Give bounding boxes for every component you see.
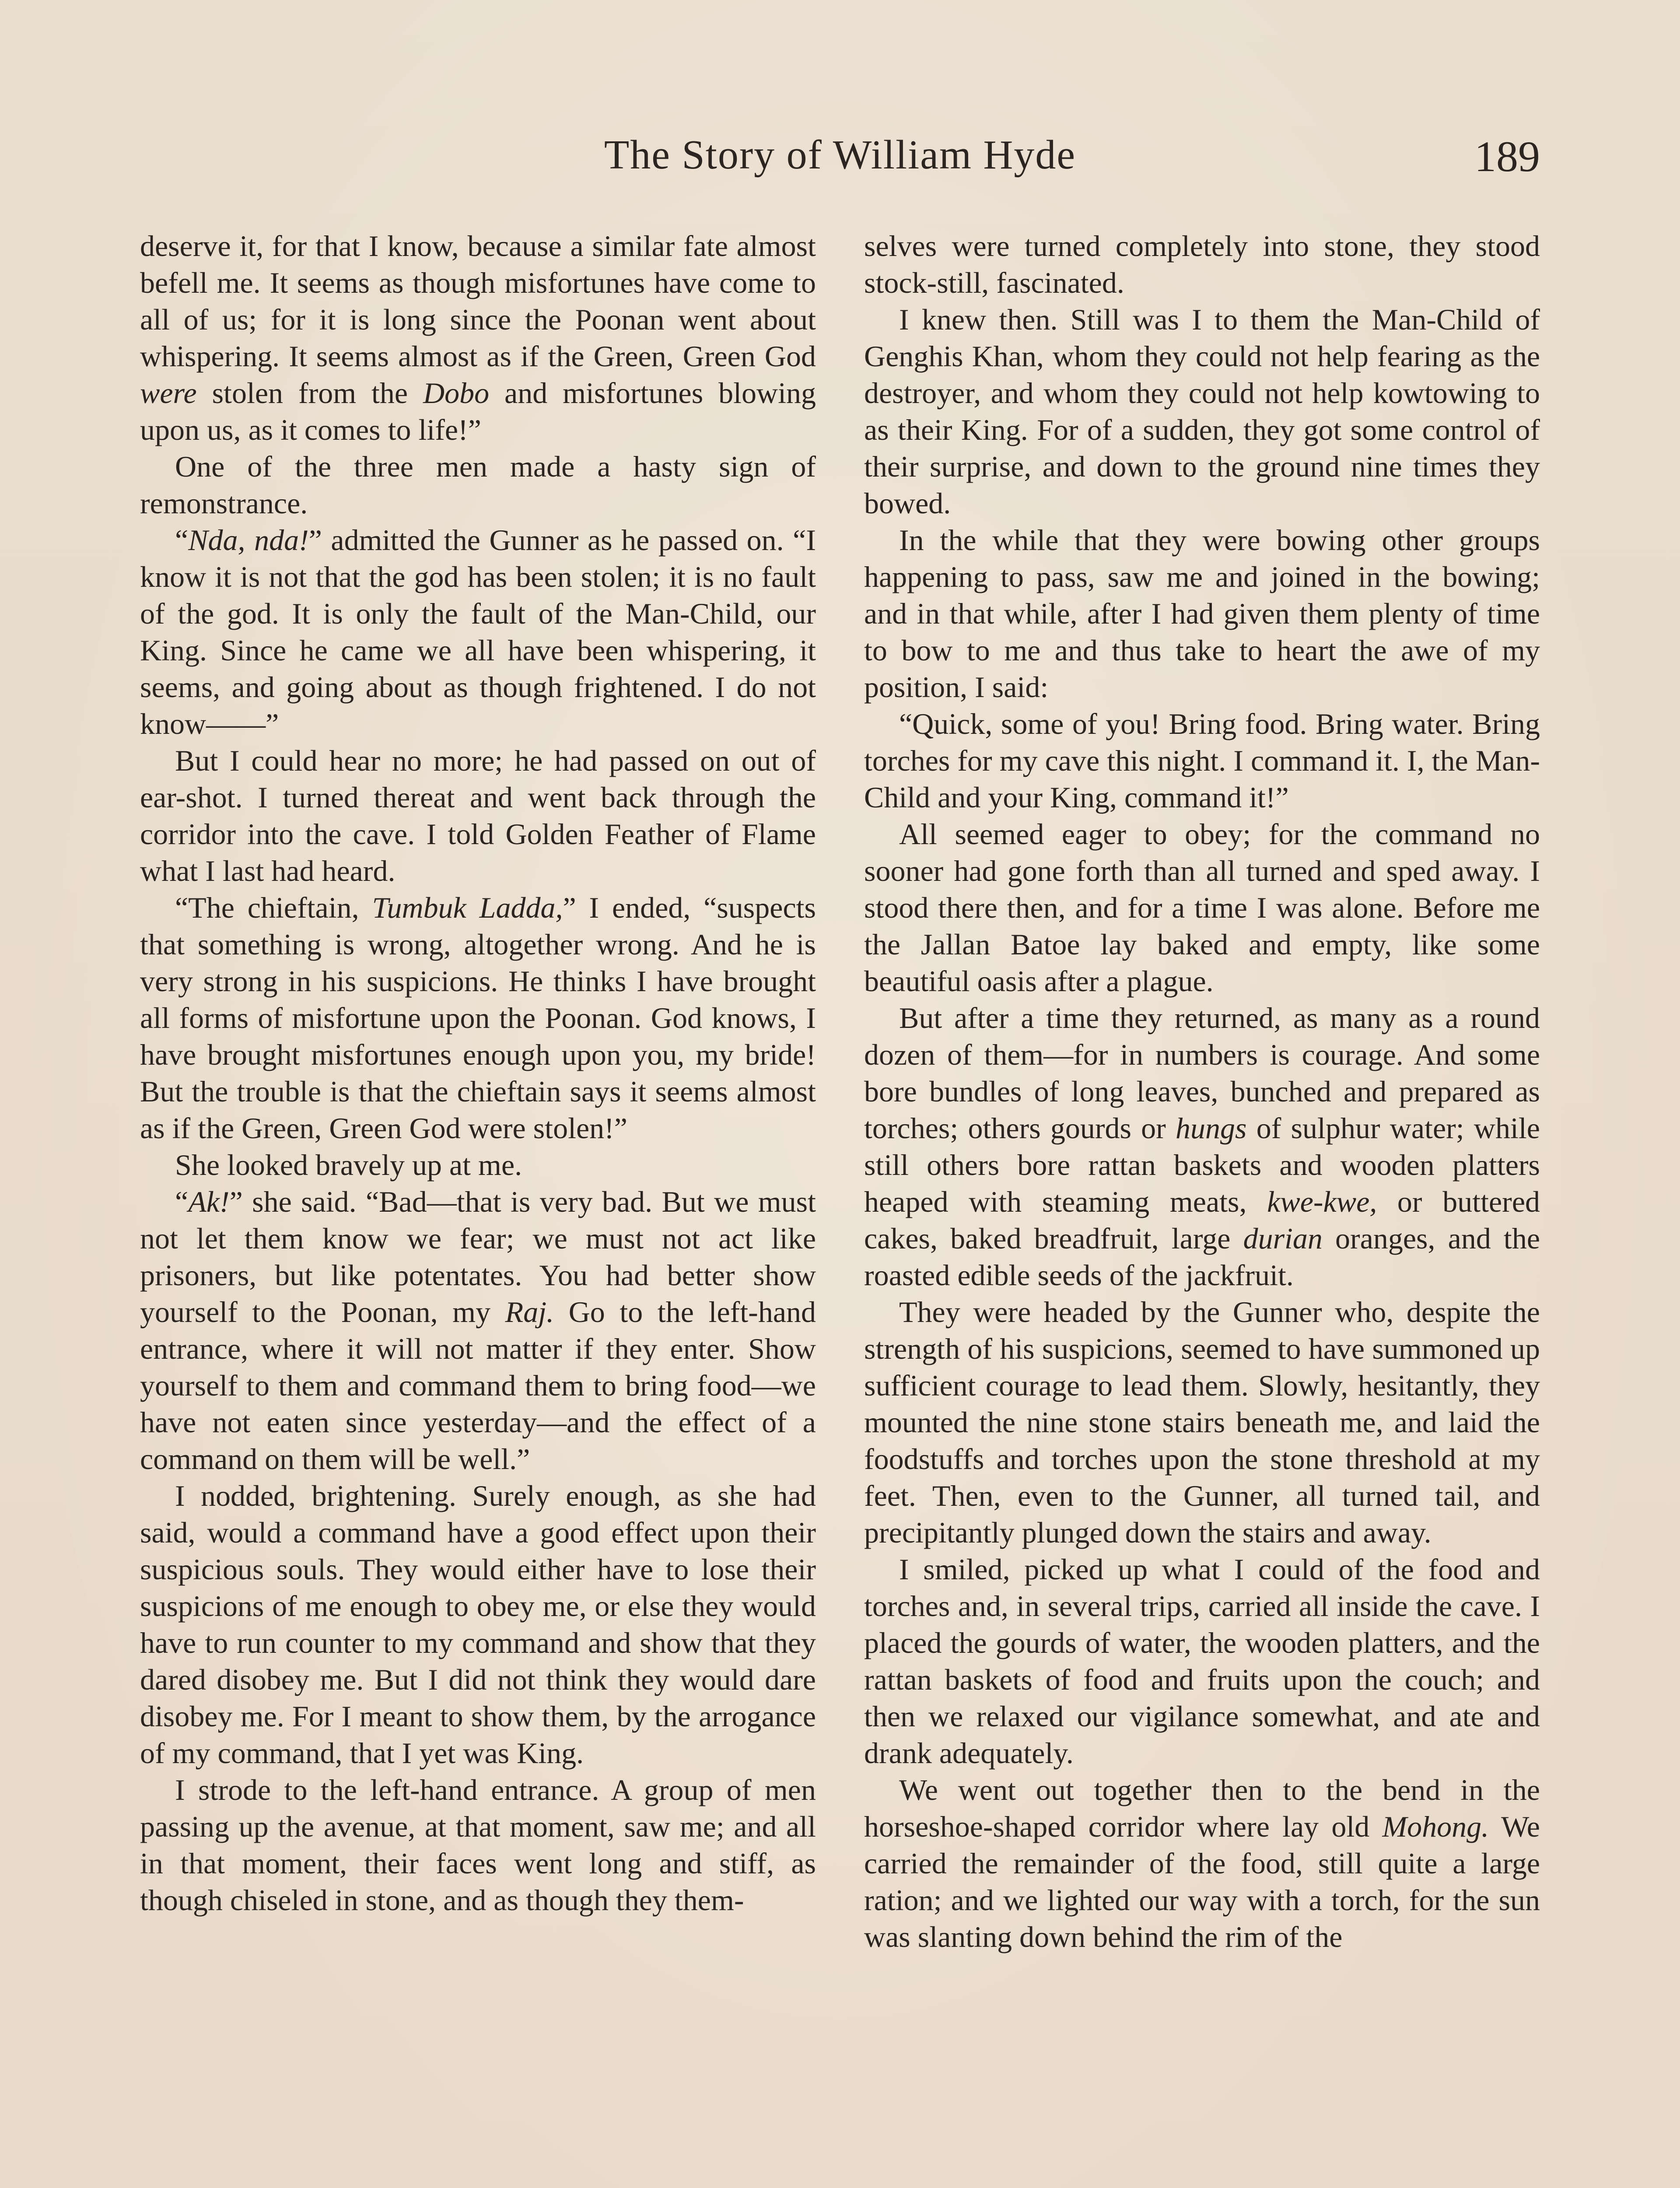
- running-title: The Story of William Hyde: [604, 132, 1076, 178]
- paragraph: [864, 705, 1540, 816]
- text-run: “: [175, 1185, 189, 1218]
- text-run: “The chieftain,: [175, 891, 372, 924]
- italic-text: Nda, nda!: [188, 523, 309, 557]
- paragraph: [140, 889, 816, 1147]
- text-columns: [140, 228, 1540, 2188]
- text-run: or buttered cakes, baked breadfruit, large: [864, 1185, 1540, 1255]
- text-run: oranges, and the roasted edible seeds of the jackfruit.: [864, 1222, 1540, 1292]
- text-run: I smiled, picked up what I could of the food and torches and, in several trips, carried all inside the cave. I placed the gourds of water, the wooden platters, and the rattan baskets of food and fruits upon the couch; and then we relaxed our vigilance somewhat, and ate and drank adequately.: [864, 1553, 1540, 1770]
- italic-text: Dobo: [423, 376, 490, 410]
- italic-text: Ak!: [188, 1185, 230, 1218]
- text-run: I strode to the left-hand entrance. A group of men passing up the avenue, at that moment, saw me; and all in that moment, their faces went long and stiff, as though chiseled in stone, and as though they them-: [140, 1773, 816, 1917]
- page-header: [140, 131, 1540, 188]
- text-run: We went out together then to the bend in the horseshoe-shaped corridor where lay old: [864, 1773, 1540, 1843]
- italic-text: Mohong.: [1382, 1810, 1489, 1843]
- italic-text: hungs: [1176, 1112, 1247, 1145]
- italic-text: durian: [1243, 1222, 1323, 1255]
- text-run: She looked bravely up at me.: [175, 1148, 522, 1182]
- italic-text: Raj.: [505, 1295, 554, 1329]
- paragraph: [140, 742, 816, 889]
- paragraph: [140, 1183, 816, 1477]
- text-run: deserve it, for that I know, because a similar fate almost befell me. It seems as though misfortunes have come to all of us; for it is long since the Poonan went about whispering. It seems almost as if the Green, Green God: [140, 229, 816, 373]
- paragraph: [864, 816, 1540, 999]
- text-run: All seemed eager to obey; for the command no sooner had gone forth than all turned and sped away. I stood there then, and for a time I was alone. Before me the Jallan Batoe lay baked and empty, like some beautiful oasis after a plague.: [864, 817, 1540, 998]
- text-run: They were headed by the Gunner who, despite the strength of his suspicions, seemed to have summoned up sufficient courage to lead them. Slowly, hesitantly, they mounted the nine stone stairs beneath me, and laid the foodstuffs and torches upon the stone threshold at my feet. Then, even to the Gunner, all turned tail, and precipitantly plunged down the stairs and away.: [864, 1295, 1540, 1549]
- paragraph: [140, 228, 816, 448]
- italic-text: Tumbuk Ladda,: [372, 891, 563, 924]
- text-run: and misfortunes blowing upon us, as it comes to life!”: [140, 376, 816, 446]
- text-run: In the while that they were bowing other groups happening to pass, saw me and joined in the bowing; and in that while, after I had given them plenty of time to bow to me and thus take to heart the awe of my position, I said:: [864, 523, 1540, 704]
- paragraph: [864, 1294, 1540, 1551]
- italic-text: were: [140, 376, 197, 410]
- text-run: stolen from the: [196, 376, 424, 410]
- text-run: One of the three men made a hasty sign of remonstrance.: [140, 450, 816, 520]
- text-run: “Quick, some of you! Bring food. Bring water. Bring torches for my cave this night. I command it. I, the Man-Child and your King, command it!”: [864, 707, 1540, 814]
- paragraph: [140, 1477, 816, 1771]
- text-run: I nodded, brightening. Surely enough, as she had said, would a command have a good effect upon their suspicious souls. They would either have to lose their suspicions of me enough to obey me, or else they would have to run counter to my command and show that they dared disobey me. But I did not think they would dare disobey me. For I meant to show them, by the arrogance of my command, that I yet was King.: [140, 1479, 816, 1770]
- paragraph: [864, 999, 1540, 1294]
- italic-text: kwe-kwe,: [1267, 1185, 1377, 1218]
- paragraph: [140, 522, 816, 742]
- text-run: ” she said. “Bad—that is very bad. But we must not let them know we fear; we must not act like prisoners, but like potentates. You had better show yourself to the Poonan, my: [140, 1185, 816, 1329]
- text-run: But I could hear no more; he had passed on out of ear-shot. I turned thereat and went back through the corridor into the cave. I told Golden Feather of Flame what I last had heard.: [140, 744, 816, 887]
- page-number: 189: [1474, 132, 1540, 181]
- paragraph: [864, 1551, 1540, 1771]
- text-run: selves were turned completely into stone, they stood stock-still, fascinated.: [864, 229, 1540, 299]
- paragraph: [864, 522, 1540, 705]
- paragraph: [140, 448, 816, 522]
- text-run: I knew then. Still was I to them the Man-Child of Genghis Khan, whom they could not help fearing as the destroyer, and whom they could not help kowtowing to as their King. For of a sudden, they got some control of their surprise, and down to the ground nine times they bowed.: [864, 303, 1540, 520]
- paragraph: [864, 228, 1540, 301]
- text-run: ” admitted the Gunner as he passed on. “I know it is not that the god has been stolen; it is no fault of the god. It is only the fault of the Man-Child, our King. Since he came we all have been whispering, it seems, and going about as though frightened. I do not know——”: [140, 523, 816, 740]
- text-run: We carried the remainder of the food, still quite a large ration; and we lighted our way with a torch, for the sun was slanting down behind the rim of the: [864, 1810, 1540, 1953]
- right-column: [864, 228, 1540, 2188]
- paragraph: [140, 1771, 816, 1918]
- text-run: Go to the left-hand entrance, where it will not matter if they enter. Show yourself to them and command them to bring food—we have not eaten since yesterday—and the effect of a command on them will be well.”: [140, 1295, 816, 1476]
- left-column: [140, 228, 816, 2188]
- text-run: But after a time they returned, as many as a round dozen of them—for in numbers is courage. And some bore bundles of long leaves, bunched and prepared as torches; others gourds or: [864, 1001, 1540, 1145]
- text-run: “: [175, 523, 189, 557]
- text-run: ” I ended, “suspects that something is wrong, altogether wrong. And he is very strong in his suspicions. He thinks I have brought all forms of misfortune upon the Poonan. God knows, I have brought misfortunes enough upon you, my bride! But the trouble is that the chieftain says it seems almost as if the Green, Green God were stolen!”: [140, 891, 816, 1145]
- paragraph: [864, 1771, 1540, 1955]
- paragraph: [140, 1147, 816, 1183]
- paragraph: [864, 301, 1540, 522]
- text-run: of sulphur water; while still others bore rattan baskets and wooden platters heaped with steaming meats,: [864, 1112, 1540, 1218]
